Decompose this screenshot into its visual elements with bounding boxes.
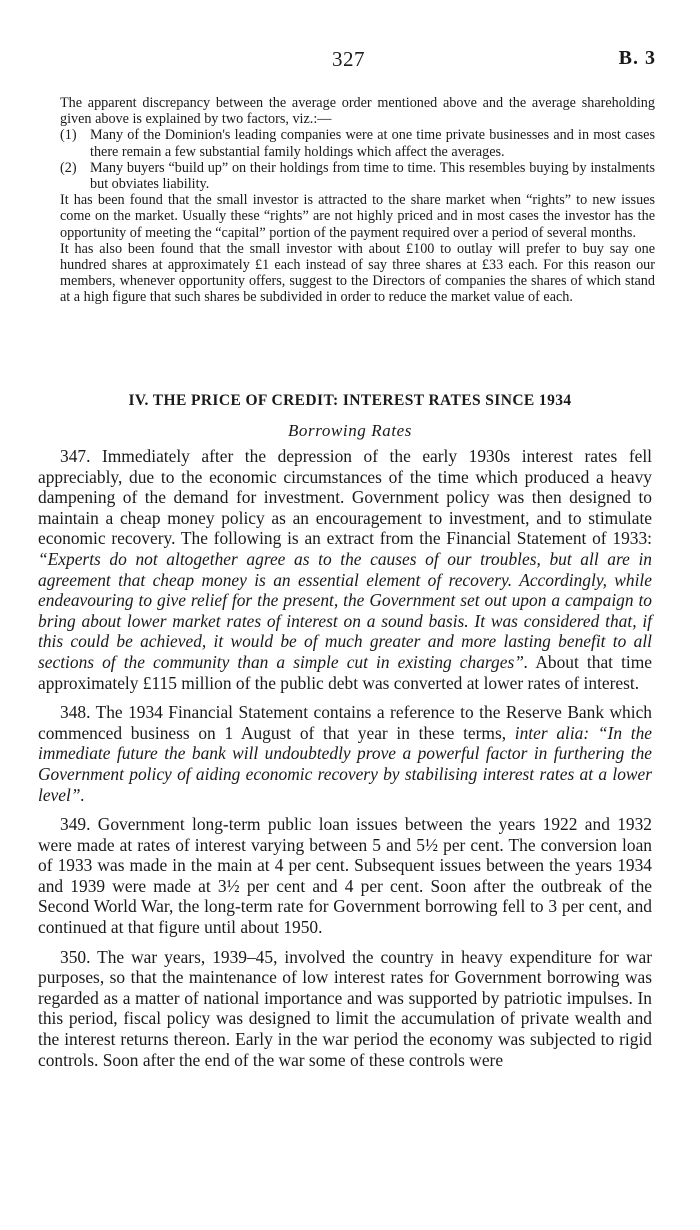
list-item-number: (1) xyxy=(60,127,77,144)
quotation: inter alia: “In the immediate future the bank will undoubtedly prove a powerful factor in furthering the Government policy of aiding economic recovery by stabilising interest rates at a lower level”. xyxy=(38,722,652,805)
page-reference: B. 3 xyxy=(618,47,656,69)
paragraph-348 xyxy=(38,702,652,805)
list-item-number: (2) xyxy=(60,159,77,176)
intro-paragraph: The apparent discrepancy between the average order mentioned above and the average shareholding given above is explained by two factors, viz.:— xyxy=(60,95,655,128)
body-text xyxy=(38,446,652,1079)
paragraph-347 xyxy=(38,446,652,693)
intro-block xyxy=(60,95,655,306)
intro-paragraph: It has also been found that the small investor with about £100 to outlay will prefer to buy say one hundred shares at approximately £1 each instead of say three shares at £33 each. For this reason our members, whenever opportunity offers, suggest to the Directors of companies the shares of which stand at a high figure that such shares be subdivided in order to reduce the market value of each. xyxy=(60,240,655,306)
page-number: 327 xyxy=(332,47,365,71)
paragraph-text: 347. Immediately after the depression of the early 1930s interest rates fell appreciably, due to the economic circumstances of the time which produced a heavy dampening of the demand for investment. Government policy was then designed to maintain a cheap money policy as an encouragement to investment, and to stimulate economic recovery. The following is an extract from the Financial Statement of 1933: xyxy=(38,446,652,549)
section-title: IV. THE PRICE OF CREDIT: INTEREST RATES SINCE 1934 xyxy=(128,392,572,409)
paragraph-text: 348. The 1934 Financial Statement contains a reference to the Reserve Bank which commenced business on 1 August of that year in these terms, xyxy=(38,702,652,743)
paragraph-350: 350. The war years, 1939–45, involved the country in heavy expenditure for war purposes, so that the maintenance of low interest rates for Government borrowing was regarded as a matter of national importance and was supported by patriotic impulses. In this period, fiscal policy was designed to limit the accumulation of private wealth and the interest returns thereon. Early in the war period the economy was subjected to rigid controls. Soon after the end of the war some of these controls were xyxy=(38,946,652,1070)
intro-paragraph: It has been found that the small investor is attracted to the share market when “rights” to new issues come on the market. Usually these “rights” are not highly priced and in most cases the investor has the opportunity of meeting the “capital” portion of the payment required over a period of several months. xyxy=(60,192,655,241)
list-item xyxy=(60,127,655,159)
paragraph-349: 349. Government long-term public loan issues between the years 1922 and 1932 were made at rates of interest varying between 5 and 5½ per cent. The conversion loan of 1933 was made in the main at 4 per cent. Subsequent issues between the years 1934 and 1939 were made at 3½ per cent and 4 per cent. Soon after the outbreak of the Second World War, the long-term rate for Government borrowing fell to 3 per cent, and continued at that figure until about 1950. xyxy=(38,814,652,938)
list-item-text: Many of the Dominion's leading companies were at one time private businesses and in most cases there remain a few substantial family holdings which affect the averages. xyxy=(90,127,655,160)
section-subtitle: Borrowing Rates xyxy=(287,421,413,440)
factor-list xyxy=(60,127,655,192)
list-item xyxy=(60,160,655,192)
quotation: “Experts do not altogether agree as to the causes of our troubles, but all are in agreement that cheap money is an essential element of recovery. Accordingly, while endeavouring to give relief for the present, the Government set out upon a campaign to bring about lower market rates of interest on a sound basis. It was considered that, if this could be achieved, it would be of much greater and more lasting benefit to all sections of the community than a simple cut in existing charges”. xyxy=(38,548,652,672)
paragraph-text: About that time approximately £115 million of the public debt was converted at lower rates of interest. xyxy=(38,651,652,693)
page-header xyxy=(0,47,700,77)
list-item-text: Many buyers “build up” on their holdings from time to time. This resembles buying by instalments but obviates liability. xyxy=(90,159,655,193)
